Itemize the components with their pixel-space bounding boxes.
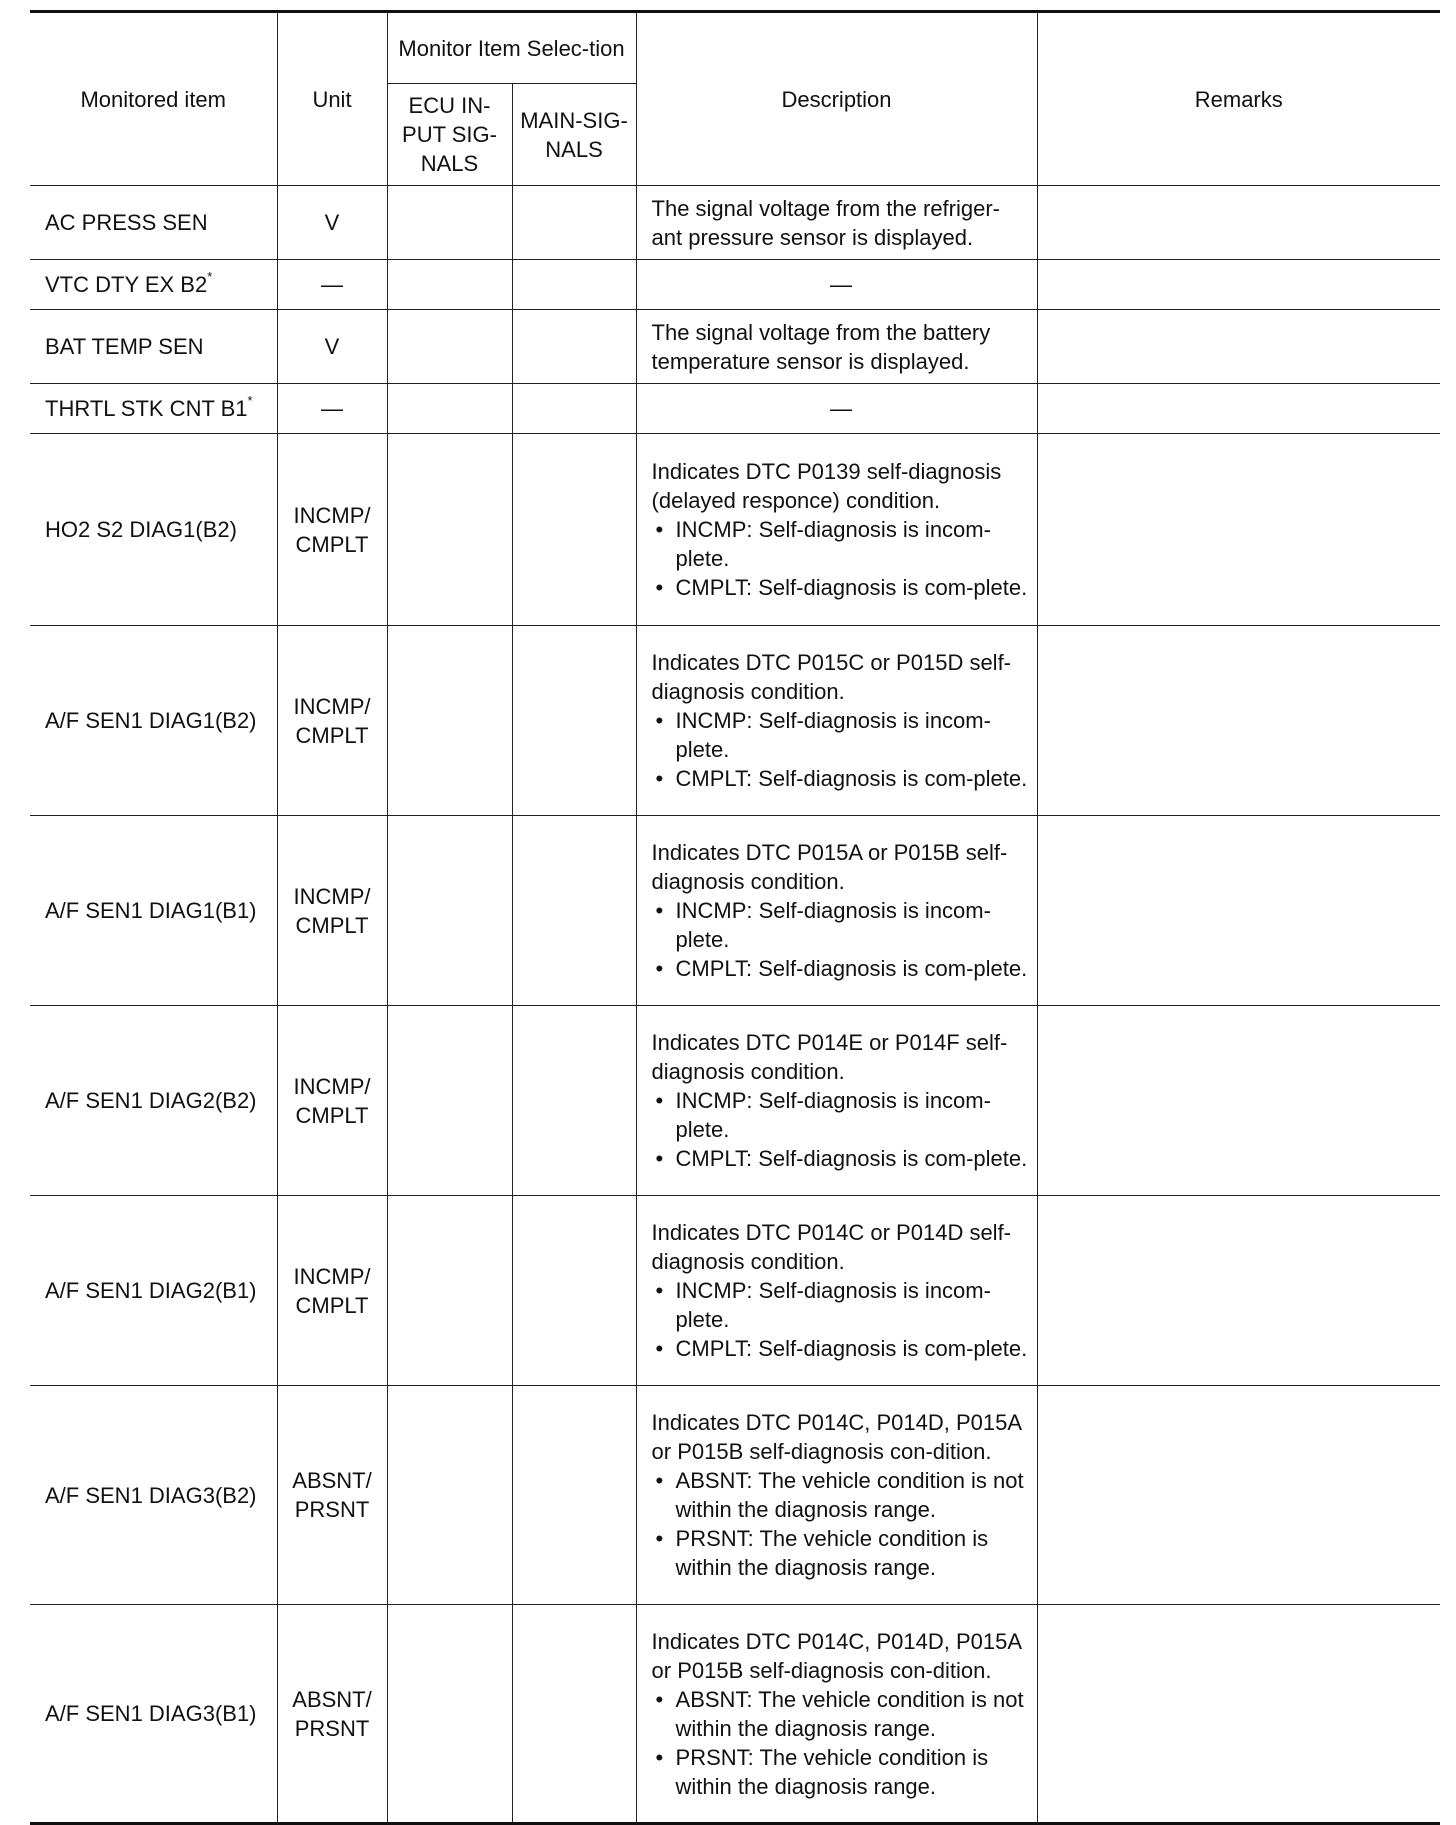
table-body: [30, 186, 1440, 1824]
ecu-input-signals-cell: [387, 186, 512, 260]
description-text: Indicates DTC P014C or P014D self-diagnosis condition.: [651, 1220, 1012, 1274]
description-cell: [636, 260, 1037, 310]
main-signals-cell: [512, 260, 636, 310]
header-description: Description: [636, 12, 1037, 186]
monitored-item-label: AC PRESS SEN: [45, 210, 208, 235]
monitored-item-label: BAT TEMP SEN: [45, 334, 204, 359]
remarks-cell: [1037, 1006, 1440, 1196]
description-bullets: [652, 1276, 1031, 1363]
monitored-item-cell: [30, 186, 277, 260]
remarks-cell: [1037, 260, 1440, 310]
description-text: The signal voltage from the battery temperature sensor is displayed.: [651, 319, 991, 374]
description-cell: [636, 1196, 1037, 1386]
monitored-item-cell: [30, 1196, 277, 1386]
unit-cell: V: [277, 310, 387, 384]
main-signals-cell: [512, 626, 636, 816]
table-row: [30, 310, 1440, 384]
description-bullets: [652, 1685, 1031, 1801]
header-monitored-item: Monitored item: [30, 12, 277, 186]
description-cell: [636, 1605, 1037, 1824]
description-text: Indicates DTC P014C, P014D, P015A or P015B self-diagnosis con-dition.: [651, 1628, 1021, 1683]
ecu-input-signals-cell: [387, 434, 512, 626]
header-main-signals: MAIN-SIG-NALS: [512, 84, 636, 186]
monitored-item-cell: [30, 434, 277, 626]
header-ecu-input-signals: ECU IN-PUT SIG-NALS: [387, 84, 512, 186]
monitored-item-cell: [30, 1605, 277, 1824]
remarks-cell: [1037, 310, 1440, 384]
monitored-item-label: A/F SEN1 DIAG1(B1): [45, 898, 257, 923]
remarks-cell: [1037, 626, 1440, 816]
monitored-item-cell: [30, 310, 277, 384]
description-cell: [636, 626, 1037, 816]
monitored-item-cell: [30, 384, 277, 434]
remarks-cell: [1037, 1196, 1440, 1386]
footnote-marker: *: [247, 392, 253, 408]
description-text: Indicates DTC P014E or P014F self-diagnosis condition.: [651, 1030, 1008, 1084]
ecu-input-signals-cell: [387, 310, 512, 384]
main-signals-cell: [512, 1196, 636, 1386]
ecu-input-signals-cell: [387, 260, 512, 310]
description-bullet: • CMPLT: Self-diagnosis is com-plete.: [652, 1144, 1031, 1173]
monitored-item-cell: [30, 816, 277, 1006]
monitored-item-label: THRTL STK CNT B1: [45, 396, 248, 421]
description-bullet: • INCMP: Self-diagnosis is incom-plete.: [652, 896, 1031, 954]
ecu-input-signals-cell: [387, 1605, 512, 1824]
table-row: [30, 1605, 1440, 1824]
table-row: [30, 1386, 1440, 1605]
description-text: —: [830, 272, 853, 297]
remarks-cell: [1037, 434, 1440, 626]
description-cell: [636, 1386, 1037, 1605]
unit-cell: INCMP/ CMPLT: [277, 626, 387, 816]
table-row: [30, 1006, 1440, 1196]
description-cell: [636, 384, 1037, 434]
description-bullet: • CMPLT: Self-diagnosis is com-plete.: [652, 954, 1031, 983]
main-signals-cell: [512, 186, 636, 260]
ecu-input-signals-cell: [387, 1196, 512, 1386]
main-signals-cell: [512, 816, 636, 1006]
ecu-input-signals-cell: [387, 1386, 512, 1605]
description-cell: [636, 186, 1037, 260]
remarks-cell: [1037, 1605, 1440, 1824]
table-row: [30, 186, 1440, 260]
description-cell: [636, 434, 1037, 626]
unit-cell: INCMP/ CMPLT: [277, 434, 387, 626]
description-text: Indicates DTC P015A or P015B self-diagnosis condition.: [651, 840, 1008, 894]
header-monitor-item-selection: Monitor Item Selec-tion: [387, 12, 636, 84]
ecu-input-signals-cell: [387, 816, 512, 1006]
monitored-item-label: A/F SEN1 DIAG3(B1): [45, 1701, 257, 1726]
description-text: Indicates DTC P014C, P014D, P015A or P015B self-diagnosis con-dition.: [651, 1410, 1021, 1464]
monitored-item-label: A/F SEN1 DIAG3(B2): [45, 1482, 257, 1508]
unit-cell: —: [277, 260, 387, 310]
description-cell: [636, 310, 1037, 384]
monitor-item-table: [30, 10, 1440, 1825]
description-text: Indicates DTC P015C or P015D self-diagnosis condition.: [651, 650, 1012, 704]
unit-cell: —: [277, 384, 387, 434]
monitored-item-label: A/F SEN1 DIAG2(B2): [45, 1088, 257, 1113]
monitored-item-cell: [30, 1386, 277, 1605]
unit-cell: INCMP/ CMPLT: [277, 816, 387, 1006]
description-bullets: [652, 1466, 1031, 1582]
monitored-item-label: A/F SEN1 DIAG1(B2): [45, 708, 257, 733]
table-row: [30, 1196, 1440, 1386]
description-bullet: • CMPLT: Self-diagnosis is com-plete.: [652, 573, 1031, 602]
description-bullet: • INCMP: Self-diagnosis is incom-plete.: [652, 706, 1031, 764]
monitored-item-cell: [30, 626, 277, 816]
description-bullets: [652, 515, 1031, 602]
header-remarks: Remarks: [1037, 12, 1440, 186]
description-bullet: • ABSNT: The vehicle condition is not within the diagnosis range.: [652, 1685, 1031, 1743]
description-cell: [636, 1006, 1037, 1196]
ecu-input-signals-cell: [387, 626, 512, 816]
table-row: [30, 816, 1440, 1006]
remarks-cell: [1037, 186, 1440, 260]
description-text: —: [830, 396, 853, 421]
unit-cell: V: [277, 186, 387, 260]
description-text: Indicates DTC P0139 self-diagnosis (delayed responce) condition.: [651, 459, 1002, 513]
table-row: [30, 384, 1440, 434]
description-bullet: • INCMP: Self-diagnosis is incom-plete.: [652, 1276, 1031, 1334]
unit-cell: INCMP/ CMPLT: [277, 1196, 387, 1386]
description-bullet: • PRSNT: The vehicle condition is within the diagnosis range.: [652, 1743, 1031, 1801]
main-signals-cell: [512, 1386, 636, 1605]
main-signals-cell: [512, 384, 636, 434]
unit-cell: INCMP/ CMPLT: [277, 1006, 387, 1196]
unit-cell: ABSNT/ PRSNT: [277, 1386, 387, 1605]
table-row: [30, 626, 1440, 816]
monitored-item-cell: [30, 260, 277, 310]
monitored-item-label: VTC DTY EX B2: [45, 272, 208, 297]
monitored-item-cell: [30, 1006, 277, 1196]
description-bullet: • CMPLT: Self-diagnosis is com-plete.: [652, 1334, 1031, 1363]
description-bullet: • INCMP: Self-diagnosis is incom-plete.: [652, 515, 1031, 573]
description-bullets: [652, 706, 1031, 793]
main-signals-cell: [512, 434, 636, 626]
monitored-item-label: A/F SEN1 DIAG2(B1): [45, 1278, 257, 1303]
description-bullet: • INCMP: Self-diagnosis is incom-plete.: [652, 1086, 1031, 1144]
table-row: [30, 434, 1440, 626]
remarks-cell: [1037, 384, 1440, 434]
description-bullet: • CMPLT: Self-diagnosis is com-plete.: [652, 764, 1031, 793]
description-bullets: [652, 896, 1031, 983]
ecu-input-signals-cell: [387, 1006, 512, 1196]
unit-cell: ABSNT/ PRSNT: [277, 1605, 387, 1824]
remarks-cell: [1037, 1386, 1440, 1605]
remarks-cell: [1037, 816, 1440, 1006]
footnote-marker: *: [207, 268, 213, 284]
description-bullet: • ABSNT: The vehicle condition is not within the diagnosis range.: [652, 1466, 1031, 1524]
table-row: [30, 260, 1440, 310]
main-signals-cell: [512, 310, 636, 384]
header-unit: Unit: [277, 12, 387, 186]
description-text: The signal voltage from the refriger-ant pressure sensor is displayed.: [651, 195, 1001, 250]
main-signals-cell: [512, 1605, 636, 1824]
main-signals-cell: [512, 1006, 636, 1196]
description-bullet: • PRSNT: The vehicle condition is within the diagnosis range.: [652, 1524, 1031, 1582]
description-cell: [636, 816, 1037, 1006]
ecu-input-signals-cell: [387, 384, 512, 434]
monitored-item-label: HO2 S2 DIAG1(B2): [45, 517, 237, 542]
description-bullets: [652, 1086, 1031, 1173]
